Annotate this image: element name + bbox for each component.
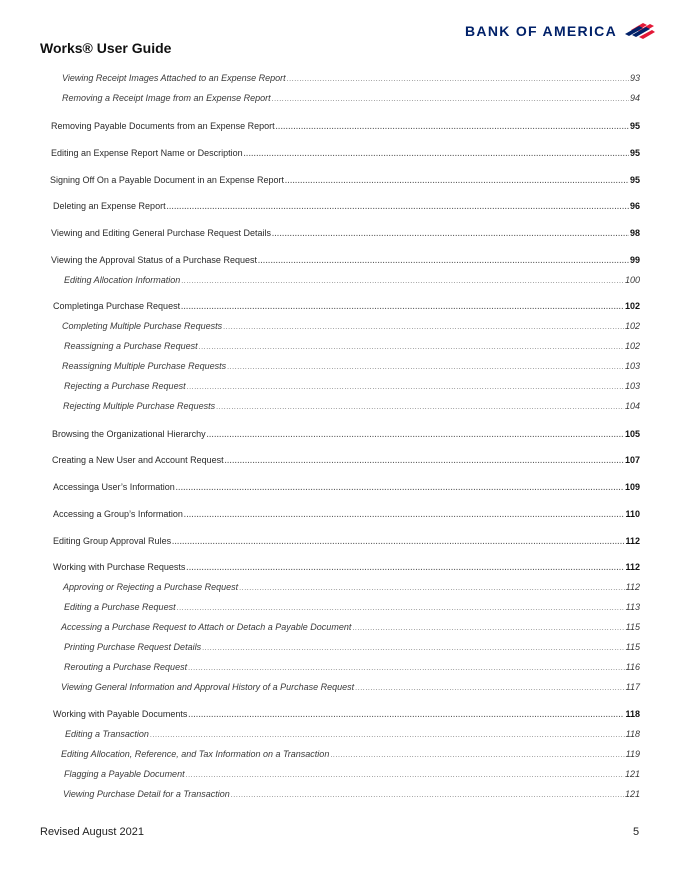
toc-entry[interactable]: Reassigning Multiple Purchase Requests ..... 103 [62,360,640,372]
toc-entry[interactable]: Printing Purchase Request Details ..... 115 [64,641,640,653]
toc-entry[interactable]: Working with Payable Documents ..... 118 [53,708,640,720]
toc-entry[interactable]: Viewing General Information and Approval History of a Purchase Request ..... 117 [61,681,640,693]
flag-logo-icon [621,22,655,40]
page-number: 5 [633,826,640,838]
toc-entry[interactable]: Browsing the Organizational Hierarchy ..... 105 [52,428,640,440]
toc-entry[interactable]: Editing an Expense Report Name or Description ..... 95 [51,147,640,159]
document-title: Works® User Guide [40,40,172,56]
toc-entry[interactable]: Viewing Receipt Images Attached to an Expense Report ..... 93 [62,72,640,84]
toc-entry[interactable]: Deleting an Expense Report ..... 96 [53,200,640,212]
toc-entry[interactable]: Creating a New User and Account Request ..... 107 [52,454,640,466]
toc-entry[interactable]: Signing Off On a Payable Document in an Expense Report ..... 95 [50,174,640,186]
toc-entry[interactable]: Approving or Rejecting a Purchase Request ..... 112 [63,581,640,593]
toc-entry[interactable]: Accessing a Purchase Request to Attach or Detach a Payable Document ..... 115 [61,621,640,633]
toc-entry[interactable]: Completing Multiple Purchase Requests ..... 102 [62,320,640,332]
toc-entry[interactable]: Viewing Purchase Detail for a Transaction ..... 121 [63,788,640,800]
toc-entry[interactable]: Reassigning a Purchase Request ..... 102 [64,340,640,352]
revision-date: Revised August 2021 [40,826,144,838]
toc-entry[interactable]: Accessing a Group’s Information ..... 110 [53,508,640,520]
toc-entry[interactable]: Accessinga User’s Information ..... 109 [53,481,640,493]
logo-text: BANK OF AMERICA [465,23,617,39]
toc-entry[interactable]: Removing Payable Documents from an Expense Report ..... 95 [51,120,640,132]
toc-entry[interactable]: Editing Allocation Information ..... 100 [64,274,640,286]
toc-entry[interactable]: Viewing and Editing General Purchase Request Details ..... 98 [51,227,640,239]
toc-entry[interactable]: Working with Purchase Requests ..... 112 [53,561,640,573]
toc-entry[interactable]: Viewing the Approval Status of a Purchase Request ..... 99 [51,254,640,266]
toc-entry[interactable]: Editing Allocation, Reference, and Tax Information on a Transaction ..... 119 [61,748,640,760]
toc-entry[interactable]: Completinga Purchase Request ..... 102 [53,300,640,312]
toc-entry[interactable]: Rejecting a Purchase Request ..... 103 [64,380,640,392]
toc-entry[interactable]: Rerouting a Purchase Request ..... 116 [64,661,640,673]
bank-of-america-logo [465,22,655,40]
toc-entry[interactable]: Editing a Transaction ..... 118 [65,728,640,740]
toc-entry[interactable]: Editing a Purchase Request ..... 113 [64,601,640,613]
toc-entry[interactable]: Rejecting Multiple Purchase Requests ..... 104 [63,400,640,412]
toc-entry[interactable]: Removing a Receipt Image from an Expense Report ..... 94 [62,92,640,104]
toc-entry[interactable]: Editing Group Approval Rules ..... 112 [53,535,640,547]
toc-entry[interactable]: Flagging a Payable Document ..... 121 [64,768,640,780]
